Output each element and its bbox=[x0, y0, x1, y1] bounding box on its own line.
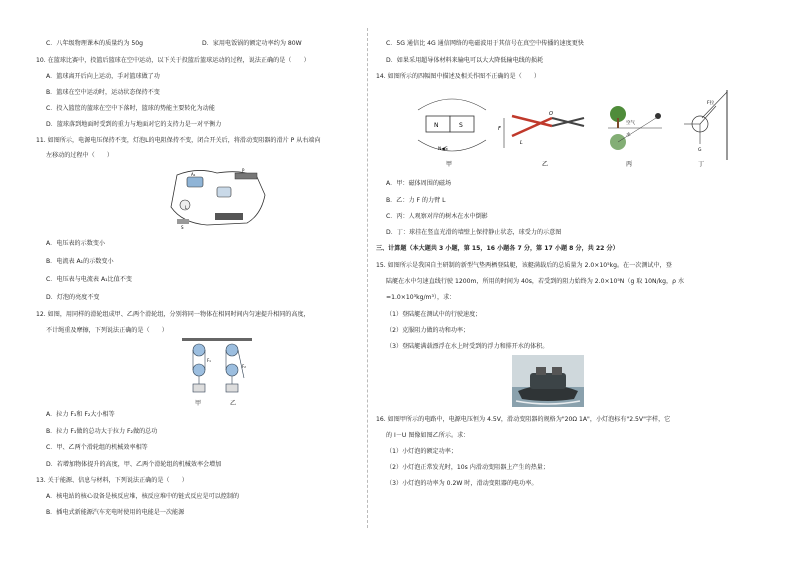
q12-pulley-figure bbox=[182, 338, 252, 400]
svg-text:空气: 空气 bbox=[626, 121, 635, 126]
svg-text:甲: 甲 bbox=[446, 161, 453, 168]
svg-text:L: L bbox=[520, 140, 523, 146]
svg-text:F₂: F₂ bbox=[242, 364, 246, 369]
q15-part-2: （2）克服阻力做的功和功率； bbox=[386, 327, 470, 334]
ball-figure bbox=[684, 90, 727, 160]
magnet-figure bbox=[418, 99, 486, 152]
q12-option-a: A．拉力 F₁和 F₂大小相等 bbox=[46, 411, 115, 418]
svg-text:O: O bbox=[549, 111, 553, 117]
q12-option-c: C．甲、乙两个滑轮组的机械效率相等 bbox=[46, 444, 148, 451]
svg-text:丁: 丁 bbox=[698, 161, 705, 168]
q15-stem-line1: 15. 如图所示是我国自主研制的新型气垫两栖登陆艇，该艇满载后的总质量为 2.0×10⁵kg。在一次测试中，登 bbox=[376, 262, 672, 269]
q12-label-jia: 甲 bbox=[195, 400, 202, 407]
svg-text:F₁: F₁ bbox=[207, 358, 211, 363]
section-3-heading: 三、计算题（本大题共 3 小题，第 15，16 小题各 7 分，第 17 小题 8 分，共 22 分） bbox=[376, 245, 619, 252]
q16-stem-line2: 的 I－U 图像如图乙所示。求： bbox=[386, 432, 470, 439]
column-divider bbox=[367, 28, 368, 528]
svg-text:G: G bbox=[698, 148, 702, 153]
q13-stem: 13. 关于能源、信息与材料，下列说法正确的是（ ） bbox=[36, 477, 188, 484]
q15-part-3: （3）登陆艇满载漂浮在水上时受到的浮力和排开水的体积。 bbox=[386, 343, 549, 350]
q15-stem-line3: =1.0×10³kg/m³），求： bbox=[386, 294, 456, 301]
q10-option-d: D．篮球落到地面时受到的重力与地面对它的支持力是一对平衡力 bbox=[46, 121, 222, 128]
q13-option-a: A．核电站的核心设备是核反应堆，核反应堆中的链式反应是可以控制的 bbox=[46, 493, 240, 500]
svg-text:丙: 丙 bbox=[626, 161, 633, 168]
q14-figures bbox=[412, 88, 742, 168]
q10-stem: 10. 在篮球比赛中，投篮后篮球在空中运动，以下关于投篮后篮球运动的过程，说法正确的是（ ） bbox=[36, 57, 310, 64]
svg-text:F拉: F拉 bbox=[707, 101, 715, 106]
svg-text:N: N bbox=[434, 122, 439, 129]
svg-text:A₁: A₁ bbox=[191, 172, 196, 177]
q16-stem-line1: 16. 如图甲所示的电路中，电源电压恒为 4.5V，滑动变阻器的规格为"20Ω 1A"，小灯泡标有"2.5V"字样，它 bbox=[376, 416, 671, 423]
q15-stem-line2: 陆艇在水中匀速直线行驶 1200m，所用的时间为 40s，若受到的阻力始终为 2.0×10⁵N（g 取 10N/kg，ρ 水 bbox=[386, 278, 685, 285]
svg-text:F: F bbox=[498, 126, 501, 132]
svg-text:S: S bbox=[181, 225, 184, 230]
q12-option-d: D．若增加物体提升的高度，甲、乙两个滑轮组的机械效率会增加 bbox=[46, 461, 222, 468]
svg-text:L: L bbox=[185, 205, 188, 210]
q11-stem-line2: 左移动的过程中（ ） bbox=[46, 152, 114, 159]
q11-option-d: D．灯泡的亮度不变 bbox=[46, 294, 100, 301]
q14-option-d: D．丁：球挂在竖直光滑的墙壁上保持静止状态，球受力的示意图 bbox=[386, 229, 562, 236]
prev-option-d: D．家用电饭锅的额定功率约为 80W bbox=[202, 40, 302, 47]
svg-text:N◀S: N◀S bbox=[438, 147, 448, 152]
q14-option-c: C．丙：人观察对岸的树木在水中倒影 bbox=[386, 213, 488, 220]
q12-stem-line1: 12. 如图，用同样的滑轮组成甲、乙两个滑轮组，分别将同一物体在相同时间内匀速提升相同的高度， bbox=[36, 311, 310, 318]
q10-option-c: C．投入篮筐的篮球在空中下落时，篮球的势能主要转化为动能 bbox=[46, 105, 215, 112]
q15-part-1: （1）登陆艇在测试中的行驶速度； bbox=[386, 311, 482, 318]
q12-label-yi: 乙 bbox=[230, 400, 237, 407]
q11-stem-line1: 11. 如图所示，电源电压保持不变，灯泡L的电阻保持不变，闭合开关后，将滑动变阻器的滑片 P 从右端向 bbox=[36, 137, 321, 144]
lever-figure bbox=[498, 111, 584, 148]
prev-option-c-right: C．5G 通信比 4G 通信网络的电磁波用于其信号在真空中传播的速度更快 bbox=[386, 40, 584, 47]
q14-option-a: A．甲：磁体周围的磁场 bbox=[386, 180, 452, 187]
q12-option-b: B．拉力 F₁做的总功大于拉力 F₂做的总功 bbox=[46, 428, 158, 435]
hovercraft-photo bbox=[512, 355, 584, 407]
svg-text:P: P bbox=[242, 168, 245, 173]
svg-text:水: 水 bbox=[626, 133, 631, 138]
q16-part-3: （3）小灯泡的功率为 0.2W 时，滑动变阻器的电功率。 bbox=[386, 480, 538, 487]
q11-option-a: A．电压表的示数变小 bbox=[46, 240, 106, 247]
q16-part-1: （1）小灯泡的额定功率； bbox=[386, 448, 457, 455]
prev-option-c: C．八年级物理课本的质量约为 50g bbox=[46, 40, 144, 47]
q14-option-b: B．乙：力 F 的力臂 L bbox=[386, 197, 446, 204]
prev-option-d-right: D．如果采用超导体材料来输电可以大大降低输电线的损耗 bbox=[386, 57, 544, 64]
q12-stem-line2: 不计绳重及摩擦，下列说法正确的是（ ） bbox=[46, 327, 168, 334]
q11-option-c: C．电压表与电流表 A₁比值不变 bbox=[46, 276, 132, 283]
q14-stem: 14. 如图所示的四幅图中描述及相关作图不正确的是（ ） bbox=[376, 73, 540, 80]
svg-text:乙: 乙 bbox=[542, 161, 549, 168]
q10-option-b: B．篮球在空中运动时，运动状态保持不变 bbox=[46, 89, 160, 96]
q16-part-2: （2）小灯泡正常发光时，10s 内滑动变阻器上产生的热量； bbox=[386, 464, 549, 471]
svg-text:S: S bbox=[459, 122, 463, 129]
q11-option-b: B．电流表 A₁的示数变小 bbox=[46, 258, 114, 265]
q10-option-a: A．篮球离开后向上运动，手对篮球做了功 bbox=[46, 73, 160, 80]
q11-circuit-figure bbox=[157, 165, 272, 233]
q13-option-b: B．插电式新能源汽车充电时使用的电能是一次能源 bbox=[46, 509, 185, 516]
reflection-figure bbox=[608, 106, 662, 150]
